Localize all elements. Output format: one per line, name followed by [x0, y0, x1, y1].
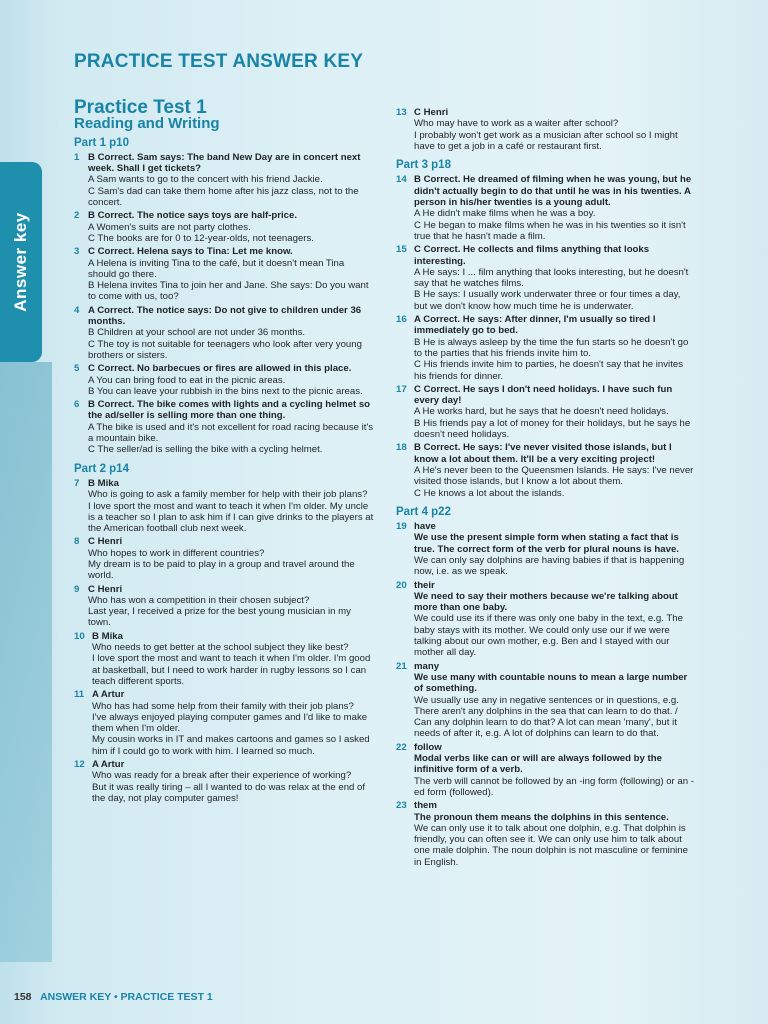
answer-number: 7: [74, 477, 80, 489]
answer-explanation: My dream is to be paid to play in a group and travel around the world.: [88, 558, 355, 582]
answer-heading: A Artur: [92, 689, 125, 701]
answer-item: [396, 244, 696, 312]
answer-word: many: [414, 660, 440, 672]
answer-explanation: A He says: I ... film anything that looks interesting, but he doesn't say that he watches films.: [414, 266, 689, 290]
answer-item: [74, 210, 374, 244]
part-4-list: [396, 521, 696, 868]
answer-number: 15: [396, 244, 407, 256]
page-title: PRACTICE TEST ANSWER KEY: [74, 51, 364, 72]
answer-word: them: [414, 800, 437, 812]
answer-heading: A Correct. The notice says: Do not give to children under 36 months.: [88, 304, 362, 328]
left-column: [74, 97, 374, 806]
answer-heading: C Correct. No barbecues or fires are allowed in this place.: [88, 363, 352, 375]
answer-word: follow: [414, 741, 442, 753]
answer-item: [396, 661, 696, 740]
answer-explanation: B His friends pay a lot of money for their holidays, but he says he doesn't need holidays.: [414, 417, 691, 441]
answer-explanation: Who needs to get better at the school subject they like best?: [92, 642, 349, 654]
answer-number: 14: [396, 174, 407, 186]
answer-explanation: C The seller/ad is selling the bike with a cycling helmet.: [88, 444, 323, 456]
answer-explanation: We usually use any in negative sentences or in questions, e.g. There aren't any dolphins in the sea that can learn to do that. / Can any dolphin learn to do that? A lot can mean 'many', but it needs of after it, e.g. A lot of dolphins can learn to do that.: [414, 694, 679, 740]
side-tab-label: Answer key: [11, 212, 30, 312]
answer-item: [396, 800, 696, 868]
answer-heading: C Henri: [414, 107, 449, 118]
answer-explanation: C The toy is not suitable for teenagers who look after very young brothers or sisters.: [88, 338, 362, 361]
answer-number: 10: [74, 630, 85, 642]
answer-explanation: We can only say dolphins are having babies if that is happening now, i.e. as we speak.: [414, 554, 685, 578]
answer-item: [74, 631, 374, 687]
answer-explanation: I love sport the most and want to teach it when I'm older. I'm good at basketball, but I need to work harder in rugby lessons so I can teach different sports.: [92, 653, 371, 687]
answer-explanation: Who is going to ask a family member for help with their job plans?: [88, 489, 368, 501]
answer-item: [74, 689, 374, 757]
answer-heading: B Mika: [88, 477, 119, 489]
answer-explanation: B He is always asleep by the time the fun starts so he doesn't go to the parties that his friends invite him to.: [414, 336, 689, 359]
answer-explanation: B You can leave your rubbish in the bins next to the picnic areas.: [88, 385, 363, 397]
answer-word: have: [414, 521, 436, 533]
answer-heading: B Correct. The notice says toys are half-price.: [88, 210, 298, 222]
answer-number: 21: [396, 660, 407, 672]
answer-number: 16: [396, 314, 407, 326]
answer-heading: Modal verbs like can or will are always followed by the infinitive form of a verb.: [414, 753, 662, 776]
answer-heading: C Correct. Helena says to Tina: Let me know.: [88, 246, 293, 258]
answer-item: [396, 174, 696, 242]
answer-number: 1: [74, 151, 80, 163]
answer-item: [396, 384, 696, 440]
test-title: Practice Test 1: [74, 97, 207, 118]
part-2-list: [74, 478, 374, 804]
answer-number: 8: [74, 536, 80, 548]
answer-explanation: A He works hard, but he says that he doesn't need holidays.: [414, 406, 669, 418]
answer-number: 9: [74, 583, 80, 595]
answer-explanation: C He began to make films when he was in his twenties so it isn't true that he hasn't made a film.: [414, 219, 686, 242]
answer-number: 5: [74, 363, 80, 375]
answer-explanation: I love sport the most and want to teach it when I'm older. My uncle is a teacher so I plan to ask him if I can give drinks to the players at the American football club next week.: [88, 500, 374, 535]
answer-number: 20: [396, 579, 407, 591]
answer-item: [74, 478, 374, 534]
section-title: Reading and Writing: [74, 115, 220, 133]
answer-explanation: We could use its if there was only one baby in the text, e.g. The baby stays with its mother. We could only use our if we were talking about our own mother, e.g. Ben and I stayed with our mother all day.: [414, 613, 683, 659]
answer-item: [74, 246, 374, 302]
part-1-list: [74, 152, 374, 456]
part-1-heading: Part 1 p10: [74, 136, 129, 149]
answer-number: 11: [74, 689, 85, 701]
answer-number: 19: [396, 521, 407, 533]
answer-number: 22: [396, 741, 407, 753]
answer-explanation: But it was really tiring – all I wanted to do was relax at the end of the day, not play computer games!: [92, 781, 366, 804]
answer-number: 12: [74, 759, 85, 771]
answer-explanation: C Sam's dad can take them home after his jazz class, not to the concert.: [88, 185, 359, 209]
answer-explanation: A The bike is used and it's not excellent for road racing because it's a mountain bike.: [88, 421, 374, 445]
answer-number: 6: [74, 399, 80, 411]
answer-number: 13: [396, 107, 407, 118]
answer-number: 23: [396, 800, 407, 812]
answer-explanation: Who may have to work as a waiter after school?: [414, 118, 619, 130]
answer-explanation: B Children at your school are not under 36 months.: [88, 327, 306, 339]
part-2-heading: Part 2 p14: [74, 462, 129, 475]
answer-explanation: B Helena invites Tina to join her and Jane. She says: Do you want to come with us, too?: [88, 280, 369, 303]
side-decoration: [0, 362, 52, 962]
answer-explanation: My cousin works in IT and makes cartoons and games so I asked him if I could go to work with him. I learned so much.: [92, 734, 370, 757]
answer-heading: B Correct. The bike comes with lights and a cycling helmet so the ad/seller is selling more than one thing.: [88, 399, 371, 422]
part-2-continued-list: [396, 107, 696, 152]
answer-explanation: A He's never been to the Queensmen Islands. He says: I've never visited those islands, but I know a lot about them.: [414, 464, 694, 488]
answer-explanation: A He didn't make films when he was a boy.: [414, 208, 596, 220]
answer-number: 4: [74, 304, 80, 316]
answer-explanation: C His friends invite him to parties, he doesn't say that he invites his friends for dinner.: [414, 359, 683, 382]
answer-heading: C Correct. He says I don't need holidays. I have such fun every day!: [414, 383, 673, 407]
answer-explanation: Last year, I received a prize for the best young musician in my town.: [88, 606, 351, 629]
part-3-heading: Part 3 p18: [396, 159, 451, 172]
answer-item: [396, 580, 696, 659]
answer-explanation: A You can bring food to eat in the picnic areas.: [88, 374, 286, 386]
answer-heading: We use many with countable nouns to mean a large number of something.: [414, 671, 688, 695]
right-column: [396, 107, 696, 870]
page-number: 158: [14, 991, 32, 1003]
answer-item: [74, 584, 374, 629]
answer-explanation: I've always enjoyed playing computer games and I'd like to make them when I'm older.: [92, 711, 368, 735]
answer-heading: C Henri: [88, 583, 123, 595]
answer-explanation: Who hopes to work in different countries?: [88, 547, 265, 559]
answer-explanation: B He says: I usually work underwater three or four times a day, but we don't know how much time he is underwater.: [414, 289, 681, 312]
answer-explanation: We can only use it to talk about one dolphin, e.g. That dolphin is friendly, you can often see it. We can only use him to talk about one male dolphin. The noun dolphin is not masculine or feminine in English.: [414, 822, 688, 868]
answer-explanation: C He knows a lot about the islands.: [414, 487, 565, 499]
answer-item: [396, 314, 696, 382]
answer-explanation: Who has had some help from their family with their job plans?: [92, 700, 354, 712]
answer-number: 2: [74, 210, 80, 222]
answer-explanation: C The books are for 0 to 12-year-olds, not teenagers.: [88, 232, 314, 244]
side-tab: [0, 162, 42, 362]
answer-item: [396, 442, 696, 498]
answer-explanation: A Women's suits are not party clothes.: [88, 221, 251, 233]
answer-heading: A Correct. He says: After dinner, I'm usually so tired I immediately go to bed.: [414, 314, 656, 337]
answer-explanation: A Helena is inviting Tina to the café, but it doesn't mean Tina should go there.: [88, 257, 345, 280]
answer-heading: A Artur: [92, 759, 125, 771]
answer-item: [74, 363, 374, 397]
answer-number: 17: [396, 383, 407, 395]
part-4-heading: Part 4 p22: [396, 505, 451, 518]
answer-number: 3: [74, 246, 80, 258]
answer-explanation: Who was ready for a break after their experience of working?: [92, 770, 352, 782]
answer-heading: C Correct. He collects and films anything that looks interesting.: [414, 244, 650, 267]
answer-explanation: A Sam wants to go to the concert with his friend Jackie.: [88, 174, 323, 186]
answer-heading: C Henri: [88, 536, 123, 548]
answer-item: [396, 742, 696, 798]
answer-heading: We need to say their mothers because we're talking about more than one baby.: [414, 590, 678, 614]
answer-heading: B Mika: [92, 630, 123, 642]
answer-item: [74, 152, 374, 208]
answer-item: [74, 399, 374, 455]
answer-explanation: I probably won't get work as a musician after school so I might have to get a job in a café or restaurant first.: [414, 129, 678, 152]
answer-item: [74, 536, 374, 581]
answer-heading: The pronoun them means the dolphins in this sentence.: [414, 811, 669, 823]
answer-heading: B Correct. He dreamed of filming when he was young, but he didn't actually begin to do that until he was in his twenties. A person in his/her twenties is a young adult.: [414, 174, 692, 209]
answer-heading: B Correct. Sam says: The band New Day are in concert next week. Shall I get tickets?: [88, 151, 361, 175]
answer-heading: We use the present simple form when stating a fact that is true. The correct form of the verb for plural nouns is have.: [414, 532, 679, 555]
answer-item: [396, 107, 696, 152]
answer-explanation: Who has won a competition in their chosen subject?: [88, 594, 310, 606]
part-3-list: [396, 174, 696, 498]
answer-word: their: [414, 579, 435, 591]
answer-number: 18: [396, 442, 407, 454]
answer-item: [74, 759, 374, 804]
answer-explanation: The verb will cannot be followed by an -ing form (following) or an -ed form (followed).: [414, 775, 694, 798]
footer-text: ANSWER KEY • PRACTICE TEST 1: [40, 991, 213, 1003]
answer-heading: B Correct. He says: I've never visited those islands, but I know a lot about them. It'll be a very exciting project!: [414, 442, 672, 465]
answer-item: [396, 521, 696, 577]
answer-item: [74, 305, 374, 361]
footer: [14, 991, 213, 1003]
